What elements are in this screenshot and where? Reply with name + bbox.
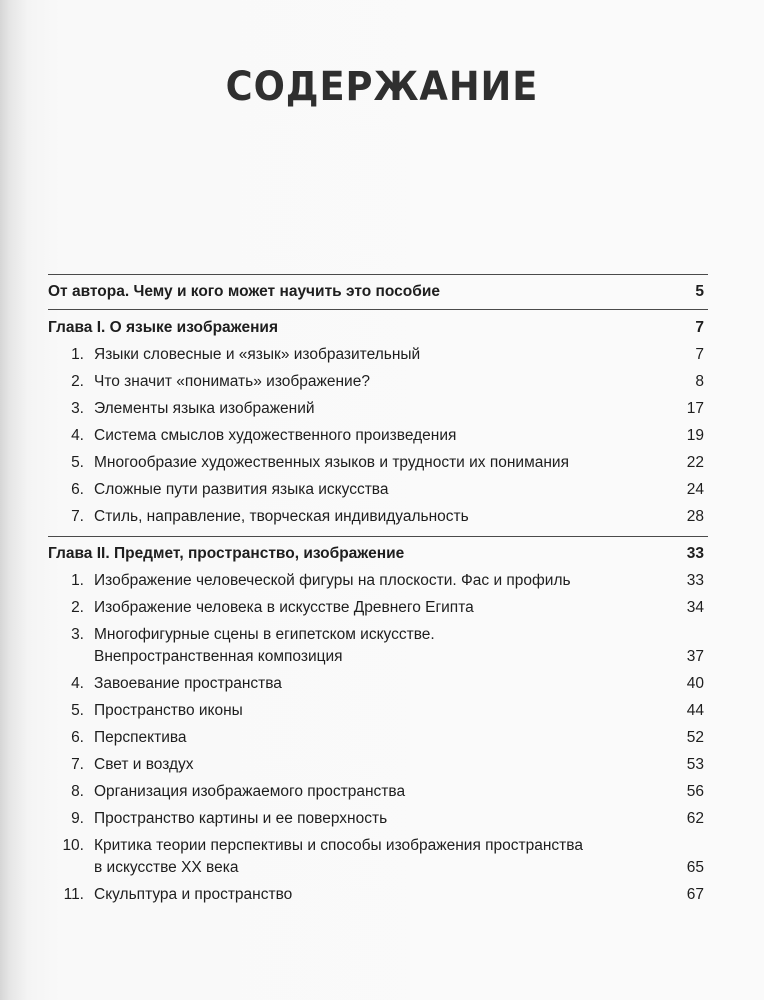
divider <box>48 536 708 537</box>
chapter-title: Глава II. Предмет, пространство, изображение <box>48 545 405 562</box>
page-number: 7 <box>695 346 704 363</box>
item-number: 9. <box>71 810 84 827</box>
item-number: 2. <box>71 599 84 616</box>
page-number: 67 <box>686 886 704 903</box>
page-title: СОДЕРЖАНИЕ <box>225 64 539 110</box>
page-number: 44 <box>686 702 704 719</box>
divider <box>48 309 708 310</box>
page-number: 53 <box>686 756 704 773</box>
page-number: 28 <box>686 508 704 525</box>
item-title <box>94 624 654 668</box>
item-title: Завоевание пространства <box>94 675 282 692</box>
divider <box>48 274 708 275</box>
page-number: 5 <box>695 283 704 300</box>
page-number: 40 <box>686 675 704 692</box>
page-number: 56 <box>686 783 704 800</box>
item-title: Изображение человеческой фигуры на плоскости. Фас и профиль <box>94 572 571 589</box>
chapter-title: Глава I. О языке изображения <box>48 319 279 336</box>
item-title: Многообразие художественных языков и трудности их понимания <box>94 454 569 471</box>
item-number: 2. <box>71 373 84 390</box>
item-title-line-2: Внепространственная композиция <box>94 648 343 665</box>
page-number: 22 <box>686 454 704 471</box>
page-number: 8 <box>695 373 704 390</box>
page-number: 65 <box>686 859 704 876</box>
item-title: Стиль, направление, творческая индивидуальность <box>94 508 469 525</box>
page-number: 24 <box>686 481 704 498</box>
item-number: 10. <box>62 837 84 854</box>
item-title-line-1: Многофигурные сцены в египетском искусстве. <box>94 626 435 643</box>
item-number: 7. <box>71 508 84 525</box>
page-number: 37 <box>686 648 704 665</box>
item-title: Пространство иконы <box>94 702 243 719</box>
item-title: Элементы языка изображений <box>94 400 315 417</box>
item-number: 7. <box>71 756 84 773</box>
page-number: 7 <box>695 319 704 336</box>
page-number: 34 <box>686 599 704 616</box>
page-number: 52 <box>686 729 704 746</box>
item-title-line-2: в искусстве XX века <box>94 859 239 876</box>
page-number: 19 <box>686 427 704 444</box>
item-title: Организация изображаемого пространства <box>94 783 406 800</box>
item-title: Система смыслов художественного произведения <box>94 427 457 444</box>
page-number: 17 <box>686 400 704 417</box>
item-title: Что значит «понимать» изображение? <box>94 373 370 390</box>
item-title-line-1: Критика теории перспективы и способы изображения пространства <box>94 837 583 854</box>
item-title: Свет и воздух <box>94 756 194 773</box>
item-title: Скульптура и пространство <box>94 886 293 903</box>
item-title: Сложные пути развития языка искусства <box>94 481 389 498</box>
item-title: Языки словесные и «язык» изобразительный <box>94 346 421 363</box>
entry-title: От автора. Чему и кого может научить это пособие <box>48 283 440 300</box>
item-title <box>94 835 654 879</box>
item-number: 1. <box>71 346 84 363</box>
page-number: 33 <box>686 545 704 562</box>
item-number: 6. <box>71 729 84 746</box>
item-number: 11. <box>63 886 84 903</box>
item-number: 3. <box>71 400 84 417</box>
item-number: 8. <box>71 783 84 800</box>
item-number: 6. <box>71 481 84 498</box>
item-title: Изображение человека в искусстве Древнего Египта <box>94 599 474 616</box>
item-title: Перспектива <box>94 729 187 746</box>
item-number: 5. <box>71 702 84 719</box>
item-number: 5. <box>71 454 84 471</box>
item-number: 3. <box>71 626 84 643</box>
page-number: 33 <box>686 572 704 589</box>
item-number: 4. <box>71 675 84 692</box>
item-number: 4. <box>71 427 84 444</box>
page-number: 62 <box>686 810 704 827</box>
item-number: 1. <box>71 572 84 589</box>
item-title: Пространство картины и ее поверхность <box>94 810 388 827</box>
